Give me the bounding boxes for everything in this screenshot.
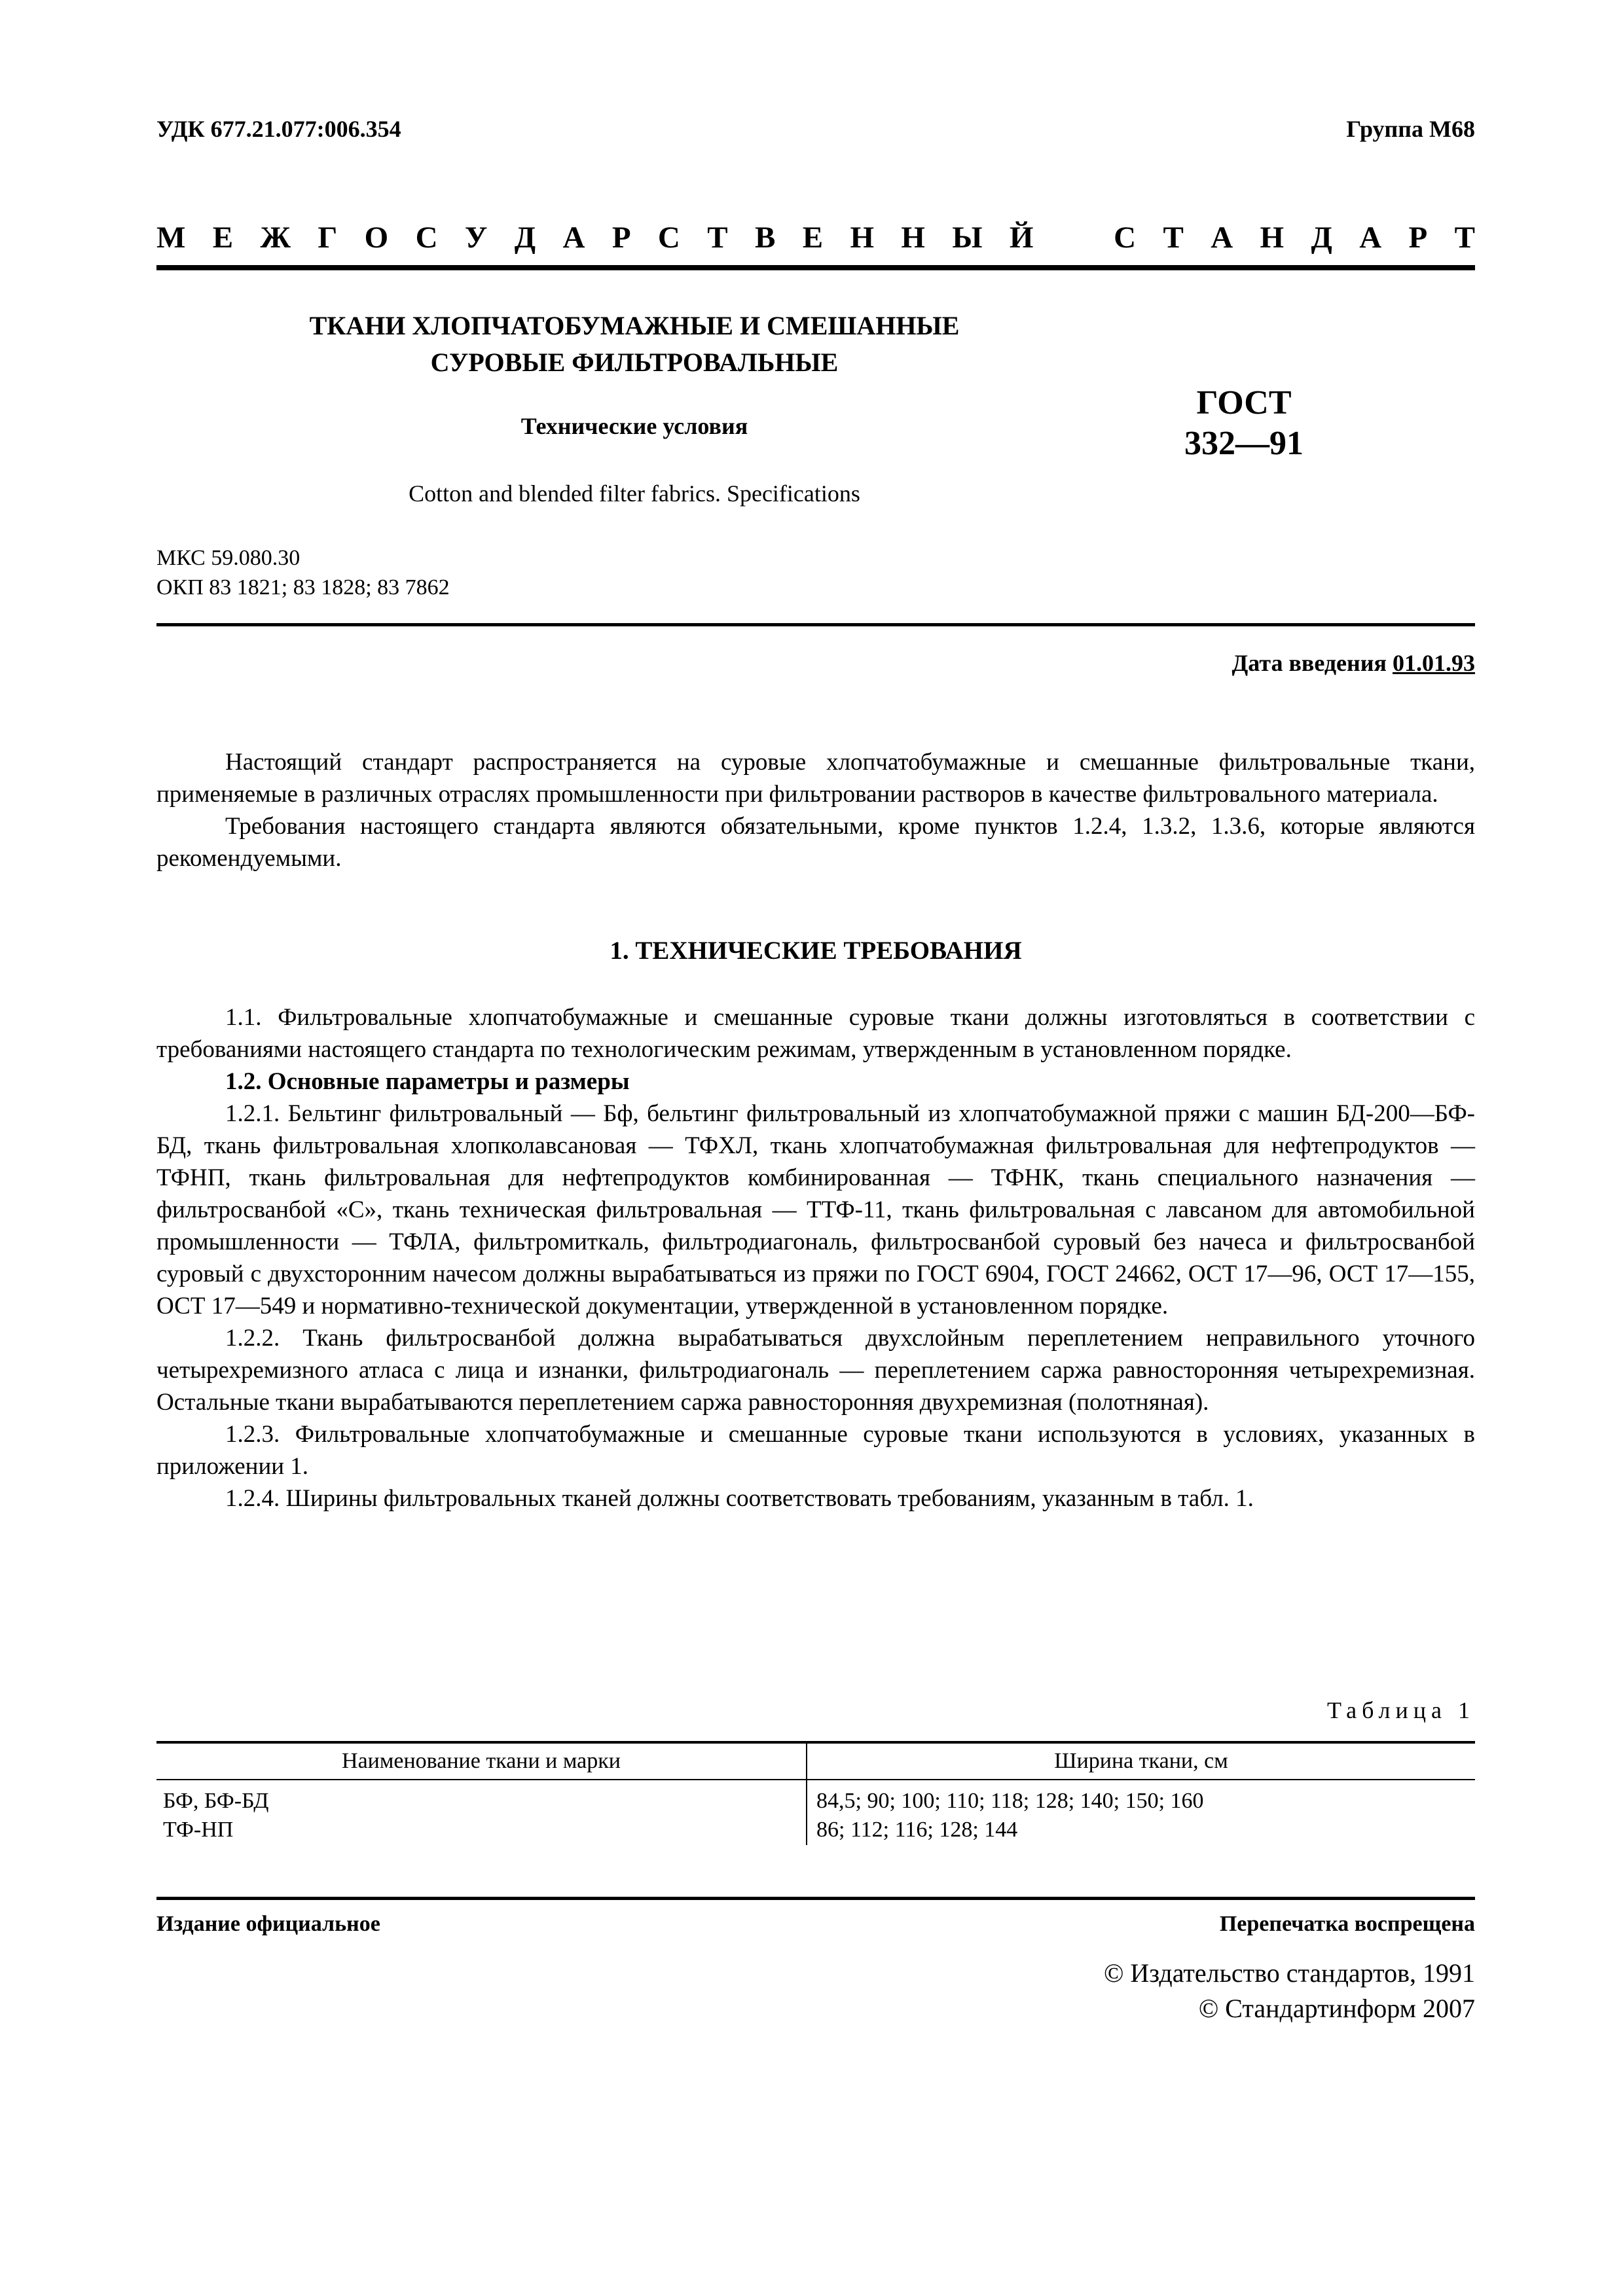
gost-number	[1126, 383, 1362, 464]
reprint-prohibited: Перепечатка воспрещена	[1219, 1912, 1475, 1936]
fabric-widths: 86; 112; 116; 128; 144	[816, 1818, 1018, 1842]
date-value: 01.01.93	[1393, 650, 1475, 676]
banner-letter: Н	[850, 221, 874, 255]
banner-letter: Н	[1260, 221, 1285, 255]
intro-paragraph-1: Настоящий стандарт распространяется на суровые хлопчатобумажные и смешанные фильтровальные ткани, применяемые в различных отраслях промышленности при фильтровании растворов в качестве фильтровального материала.	[156, 749, 1475, 808]
banner-letter: Ж	[260, 221, 291, 255]
document-subtitle: Технические условия	[520, 413, 748, 439]
mks-code: МКС 59.080.30	[156, 546, 301, 570]
banner-letter: Т	[1454, 221, 1475, 255]
banner-letter: Д	[1311, 221, 1332, 255]
banner-letter: О	[364, 221, 389, 255]
table-cell-names	[156, 1780, 807, 1845]
fabric-name: БФ, БФ-БД	[163, 1789, 269, 1813]
banner-letter: М	[156, 221, 186, 255]
classification-codes	[156, 543, 450, 602]
column-header-width: Ширина ткани, см	[807, 1742, 1475, 1780]
banner-letter: Т	[707, 221, 728, 255]
banner-letter: Н	[901, 221, 925, 255]
banner-letter: Д	[514, 221, 536, 255]
banner-letter: Е	[802, 221, 824, 255]
intro-text	[156, 746, 1475, 874]
banner-gap	[1061, 220, 1087, 255]
footer-rule	[156, 1897, 1475, 1900]
codes-rule	[156, 623, 1475, 626]
banner-letter: В	[754, 221, 776, 255]
fabric-name: ТФ-НП	[163, 1818, 234, 1842]
banner-letter: Т	[1163, 221, 1184, 255]
group-code: Группа М68	[1346, 116, 1475, 142]
banner-letter: А	[1359, 221, 1382, 255]
english-title: Cotton and blended filter fabrics. Specifications	[409, 480, 860, 507]
copyright-block	[1104, 1956, 1475, 2026]
introduction-date	[1232, 649, 1476, 677]
paragraph-1-2-3: 1.2.3. Фильтровальные хлопчатобумажные и смешанные суровые ткани используются в условиях, указанных в приложении 1.	[156, 1421, 1475, 1480]
title-line-1: ТКАНИ ХЛОПЧАТОБУМАЖНЫЕ И СМЕШАННЫЕ	[309, 311, 960, 340]
official-edition: Издание официальное	[156, 1912, 380, 1936]
paragraph-1-2-1: 1.2.1. Бельтинг фильтровальный — Бф, бельтинг фильтровальный из хлопчатобумажной пряжи с машин БД-200—БФ-БД, ткань фильтровальная хлопколавсановая — ТФХЛ, ткань хлопчатобумажная фильтровальная для нефтепродуктов — ТФНП, ткань фильтровальная для нефтепродуктов комбинированная — ТФНК, ткань специального назначения — фильтросванбой «С», ткань техническая фильтровальная — ТТФ-11, ткань фильтровальная с лавсаном для автомобильной промышленности — ТФЛА, фильтромиткаль, фильтродиагональ, фильтросванбой суровый без начеса и фильтросванбой суровый с двухсторонним начесом должны вырабатываться из пряжи по ГОСТ 6904, ГОСТ 24662, ОСТ 17—96, ОСТ 17—155, ОСТ 17—549 и нормативно-технической документации, утвержденной в установленном порядке.	[156, 1100, 1475, 1319]
header-rule	[156, 265, 1475, 270]
title-line-2: СУРОВЫЕ ФИЛЬТРОВАЛЬНЫЕ	[430, 348, 839, 377]
banner-letter: С	[1114, 221, 1137, 255]
paragraph-1-2-2: 1.2.2. Ткань фильтросванбой должна вырабатываться двухслойным переплетением неправильного уточного четырехремизного атласа с лица и изнанки, фильтродиагональ — переплетением саржа равносторонняя четырехремизная. Остальные ткани вырабатываются переплетением саржа равносторонняя двухремизная (полотняная).	[156, 1325, 1475, 1416]
section-heading: 1. ТЕХНИЧЕСКИЕ ТРЕБОВАНИЯ	[610, 937, 1022, 965]
section-body	[156, 1001, 1475, 1515]
fabric-widths: 84,5; 90; 100; 110; 118; 128; 140; 150; 160	[816, 1789, 1204, 1813]
gost-code: 332—91	[1184, 425, 1304, 462]
banner-letter: Е	[212, 221, 234, 255]
date-label: Дата введения	[1231, 650, 1387, 676]
banner-letter: Р	[611, 221, 631, 255]
banner-letter: С	[657, 221, 680, 255]
column-header-name: Наименование ткани и марки	[156, 1742, 807, 1780]
paragraph-1-1: 1.1. Фильтровальные хлопчатобумажные и смешанные суровые ткани должны изготовляться в соответствии с требованиями настоящего стандарта по технологическим режимам, утвержденным в установленном порядке.	[156, 1004, 1475, 1063]
copyright-2: © Стандартинформ 2007	[1198, 1994, 1475, 2023]
banner-letter: У	[464, 221, 488, 255]
table-row	[156, 1780, 1475, 1845]
gost-label: ГОСТ	[1196, 384, 1292, 422]
table-cell-widths	[807, 1780, 1475, 1845]
copyright-1: © Издательство стандартов, 1991	[1103, 1958, 1475, 1988]
paragraph-1-2-heading: 1.2. Основные параметры и размеры	[225, 1068, 630, 1095]
banner-letter: А	[562, 221, 585, 255]
banner-letter: С	[415, 221, 438, 255]
banner-letter: А	[1211, 221, 1233, 255]
table-header-row	[156, 1742, 1475, 1780]
banner-letter: Г	[318, 221, 338, 255]
udk-code: УДК 677.21.077:006.354	[156, 116, 401, 142]
banner-letter: Ы	[952, 221, 983, 255]
okp-code: ОКП 83 1821; 83 1828; 83 7862	[156, 575, 450, 600]
widths-table	[156, 1741, 1475, 1845]
document-title	[156, 308, 1112, 381]
intro-paragraph-2: Требования настоящего стандарта являются обязательными, кроме пунктов 1.2.4, 1.3.2, 1.3.6, которые являются рекомендуемыми.	[156, 813, 1475, 872]
interstate-standard-banner	[156, 220, 1475, 255]
banner-letter: Р	[1408, 221, 1428, 255]
paragraph-1-2-4: 1.2.4. Ширины фильтровальных тканей должны соответствовать требованиям, указанным в табл. 1.	[225, 1485, 1254, 1512]
table-caption: Таблица 1	[1327, 1697, 1475, 1723]
banner-letter: Й	[1009, 221, 1034, 255]
